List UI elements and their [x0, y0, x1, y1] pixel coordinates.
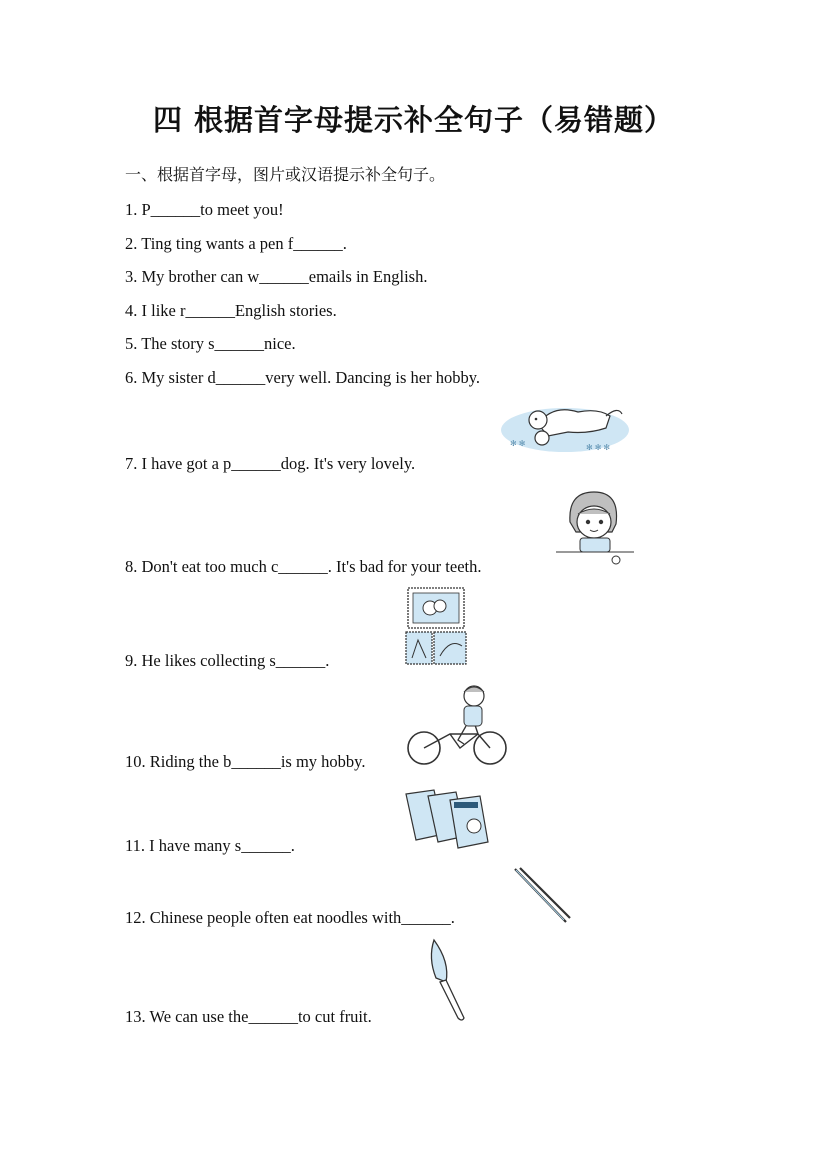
question-3: 3. My brother can w______emails in English. [125, 267, 428, 286]
svg-text:✻ ✻ ✻: ✻ ✻ ✻ [586, 443, 611, 452]
question-5: 5. The story s______nice. [125, 334, 296, 353]
question-12: 12. Chinese people often eat noodles with______. [125, 908, 455, 927]
question-13: 13. We can use the______to cut fruit. [125, 1007, 372, 1026]
girl-illustration [554, 488, 636, 568]
question-10: 10. Riding the b______is my hobby. [125, 752, 366, 771]
question-7: 7. I have got a p______dog. It's very lovely. [125, 454, 416, 473]
page-title: 四 根据首字母提示补全句子（易错题） [152, 103, 675, 137]
knife-illustration [426, 938, 470, 1022]
question-1: 1. P______to meet you! [125, 200, 284, 219]
question-4: 4. I like r______English stories. [125, 301, 337, 320]
question-2: 2. Ting ting wants a pen f______. [125, 234, 347, 253]
chopsticks-illustration [512, 866, 572, 924]
question-11: 11. I have many s______. [125, 836, 295, 855]
books-illustration [404, 788, 506, 852]
question-6: 6. My sister d______very well. Dancing is her hobby. [125, 368, 480, 387]
question-8: 8. Don't eat too much c______. It's bad for your teeth. [125, 557, 482, 576]
stamps-illustration [404, 586, 468, 666]
instruction-text: 一、根据首字母，图片或汉语提示补全句子。 [125, 165, 446, 184]
question-9: 9. He likes collecting s______. [125, 651, 330, 670]
svg-text:✻ ✻: ✻ ✻ [510, 439, 526, 448]
boy-bike-illustration [402, 682, 512, 768]
dog-illustration [498, 394, 632, 458]
